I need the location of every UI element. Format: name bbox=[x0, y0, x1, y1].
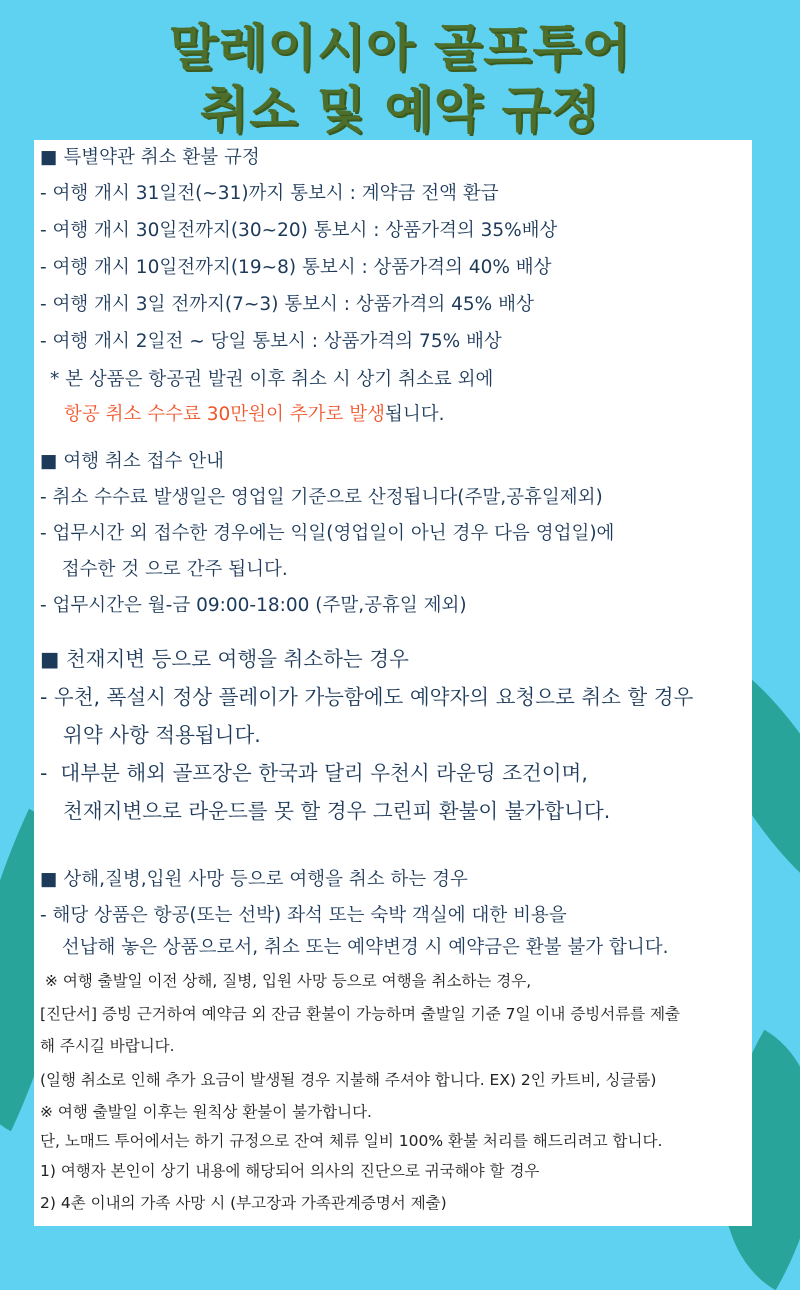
section-heading: ■ 특별약관 취소 환불 규정 bbox=[40, 147, 260, 168]
small-note: ※ 여행 출발일 이후는 원칙상 환불이 불가합니다. bbox=[40, 1103, 372, 1121]
small-note: 1) 여행자 본인이 상기 내용에 해당되어 의사의 진단으로 귀국해야 할 경우 bbox=[40, 1162, 540, 1180]
list-item: 선납해 놓은 상품으로서, 취소 또는 예약변경 시 예약금은 환불 불가 합니다. bbox=[50, 937, 669, 958]
small-note: [진단서] 증빙 근거하여 예약금 외 잔금 환불이 가능하며 출발일 기준 7일 이내 증빙서류를 제출 bbox=[40, 1005, 681, 1023]
section-heading: ■ 천재지변 등으로 여행을 취소하는 경우 bbox=[40, 647, 409, 671]
note: * 본 상품은 항공권 발권 이후 취소 시 상기 취소료 외에 bbox=[50, 369, 494, 390]
list-item: - 취소 수수료 발생일은 영업일 기준으로 산정됩니다(주말,공휴일제외) bbox=[40, 487, 603, 508]
page-title-line1: 말레이시아 골프투어 bbox=[168, 19, 632, 77]
note-highlight bbox=[64, 403, 445, 427]
policy-card bbox=[34, 140, 752, 1226]
list-item: - 여행 개시 30일전까지(30~20) 통보시 : 상품가격의 35%배상 bbox=[40, 220, 558, 241]
small-note: ※ 여행 출발일 이전 상해, 질병, 입원 사망 등으로 여행을 취소하는 경우, bbox=[40, 972, 532, 990]
note-text: 됩니다. bbox=[385, 404, 445, 425]
list-item: - 여행 개시 31일전(~31)까지 통보시 : 계약금 전액 환급 bbox=[40, 183, 499, 204]
small-note: 2) 4촌 이내의 가족 사망 시 (부고장과 가족관계증명서 제출) bbox=[40, 1194, 447, 1212]
list-item: 천재지변으로 라운드를 못 할 경우 그린피 환불이 불가합니다. bbox=[50, 799, 611, 823]
list-item: - 해당 상품은 항공(또는 선박) 좌석 또는 숙박 객실에 대한 비용을 bbox=[40, 905, 567, 926]
list-item: 접수한 것 으로 간주 됩니다. bbox=[50, 559, 288, 580]
list-item: - 여행 개시 2일전 ~ 당일 통보시 : 상품가격의 75% 배상 bbox=[40, 331, 502, 352]
list-item: 위약 사항 적용됩니다. bbox=[50, 723, 261, 747]
highlight-text: 항공 취소 수수료 30만원이 추가로 발생 bbox=[64, 404, 386, 425]
list-item: - 여행 개시 3일 전까지(7~3) 통보시 : 상품가격의 45% 배상 bbox=[40, 294, 534, 315]
small-note: 해 주시길 바랍니다. bbox=[40, 1037, 175, 1055]
list-item: - 여행 개시 10일전까지(19~8) 통보시 : 상품가격의 40% 배상 bbox=[40, 257, 552, 278]
list-item: - 업무시간 외 접수한 경우에는 익일(영업일이 아닌 경우 다음 영업일)에 bbox=[40, 523, 615, 544]
list-item: - 우천, 폭설시 정상 플레이가 가능함에도 예약자의 요청으로 취소 할 경우 bbox=[40, 685, 694, 709]
small-note: 단, 노매드 투어에서는 하기 규정으로 잔여 체류 일비 100% 환불 처리를 해드리려고 합니다. bbox=[40, 1132, 663, 1150]
small-note: (일행 취소로 인해 추가 요금이 발생될 경우 지불해 주셔야 합니다. EX) 2인 카트비, 싱글룸) bbox=[40, 1071, 657, 1089]
section-heading: ■ 상해,질병,입원 사망 등으로 여행을 취소 하는 경우 bbox=[40, 869, 468, 890]
section-heading: ■ 여행 취소 접수 안내 bbox=[40, 451, 224, 472]
list-item: - 업무시간은 월-금 09:00-18:00 (주말,공휴일 제외) bbox=[40, 595, 467, 616]
list-item: - 대부분 해외 골프장은 한국과 달리 우천시 라운딩 조건이며, bbox=[40, 761, 588, 785]
page-title-line2: 취소 및 예약 규정 bbox=[199, 81, 601, 139]
